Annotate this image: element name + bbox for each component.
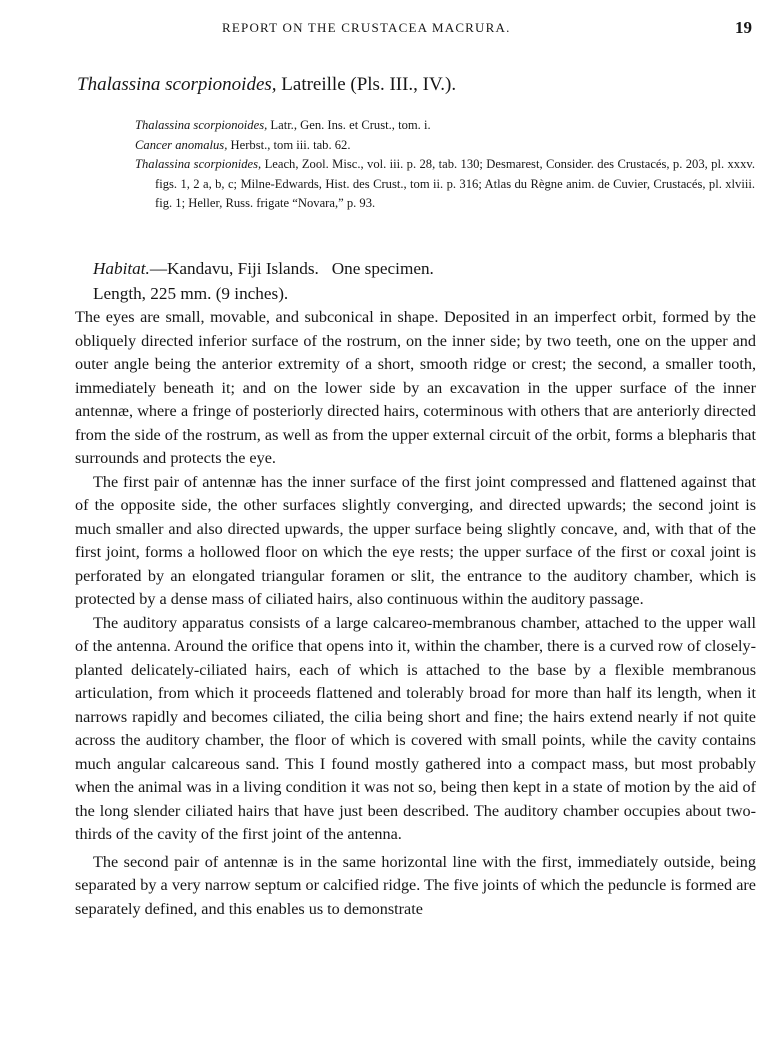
body-text [75,256,756,921]
paragraph: The eyes are small, movable, and subconical in shape. Deposited in an imperfect orbit, formed by the obliquely directed inferior surface of the rostrum, on the inner side; by two teeth, one on the upper and outer angle being the anterior extremity of a short, smooth ridge or crest; the second, a smaller tooth, immediately beneath it; and on the lower side by an excavation in the upper surface of the inner antennæ, where a fringe of posteriorly directed hairs, coterminous with others that are anteriorly directed from the side of the rostrum, as well as from the upper external circuit of the orbit, forms a blepharis that surrounds and protects the eye. [75,308,756,467]
habitat-label: Habitat. [93,259,150,278]
citation-taxon: Thalassina scorpionides, [135,157,262,172]
citation-ref: Herbst., tom iii. tab. 62. [230,137,351,152]
citation [135,136,755,156]
citation [135,116,755,136]
length-line: Length, 225 mm. (9 inches). [93,284,289,303]
paragraph: The auditory apparatus consists of a large calcareo-membranous chamber, attached to the upper wall of the antenna. Around the orifice that opens into it, within the chamber, there is a curved row of closely-planted delicately-ciliated hairs, each of which is attached to the base by a flexible membranous articulation, from which it proceeds flattened and tolerably broad for more than half its length, when it narrows rapidly and becomes ciliated, the cilia being short and fine; the hairs extend nearly if not quite across the auditory chamber, the floor of which is covered with small points, while the cavity contains much angular calcareous sand. This I found mostly gathered into a compact mass, but most probably when the animal was in a living condition it was not so, being then kept in a state of motion by the aid of the long slender ciliated hairs that have just been described. The auditory chamber occupies about two-thirds of the cavity of the first joint of the antenna. [75,613,756,843]
species-heading [77,74,456,96]
paragraph: The second pair of antennæ is in the same horizontal line with the first, immediately outside, being separated by a very narrow septum or calcified ridge. The five joints of which the peduncle is formed are separately defined, and this enables us to demonstrate [75,852,756,918]
habitat-line [75,256,756,281]
habitat-text: —Kandavu, Fiji Islands. One specimen. [149,259,434,278]
species-name: Thalassina scorpionoides, [77,74,277,95]
synonymy-list [135,116,755,214]
citation-ref: Leach, Zool. Misc., vol. iii. p. 28, tab. 130; Desmarest, Consider. des Crustacés, p. 203, pl. xxxv. figs. 1, 2 a, b, c; Milne-Edwards, Hist. des Crust., tom ii. p. 316; Atlas du Règne anim. de Cuvier, Crustacés, pl. xlviii. fig. 1; Heller, Russ. frigate “Novara,” p. 93. [155,157,756,211]
citation [135,155,755,214]
page-number: 19 [735,18,752,37]
citation-taxon: Cancer anomalus, [135,137,228,152]
running-title: REPORT ON THE CRUSTACEA MACRURA. [222,20,511,35]
species-authority: Latreille (Pls. III., IV.). [281,74,457,95]
paragraph: The first pair of antennæ has the inner surface of the first joint compressed and flattened against that of the opposite side, the other surfaces slightly converging, and directed upwards; the second joint is much smaller and also directed upwards, the upper surface being slightly concave, and, with that of the first joint, forms a hollowed floor on which the eye rests; the upper surface of the first or coxal joint is perforated by an elongated triangular foramen or slit, the entrance to the auditory chamber, which is protected by a dense mass of ciliated hairs, also continuous within the auditory passage. [75,472,756,608]
citation-taxon: Thalassina scorpionoides, [135,118,268,132]
running-header [0,18,776,40]
citation-ref: Latr., Gen. Ins. et Crust., tom. i. [270,118,431,132]
